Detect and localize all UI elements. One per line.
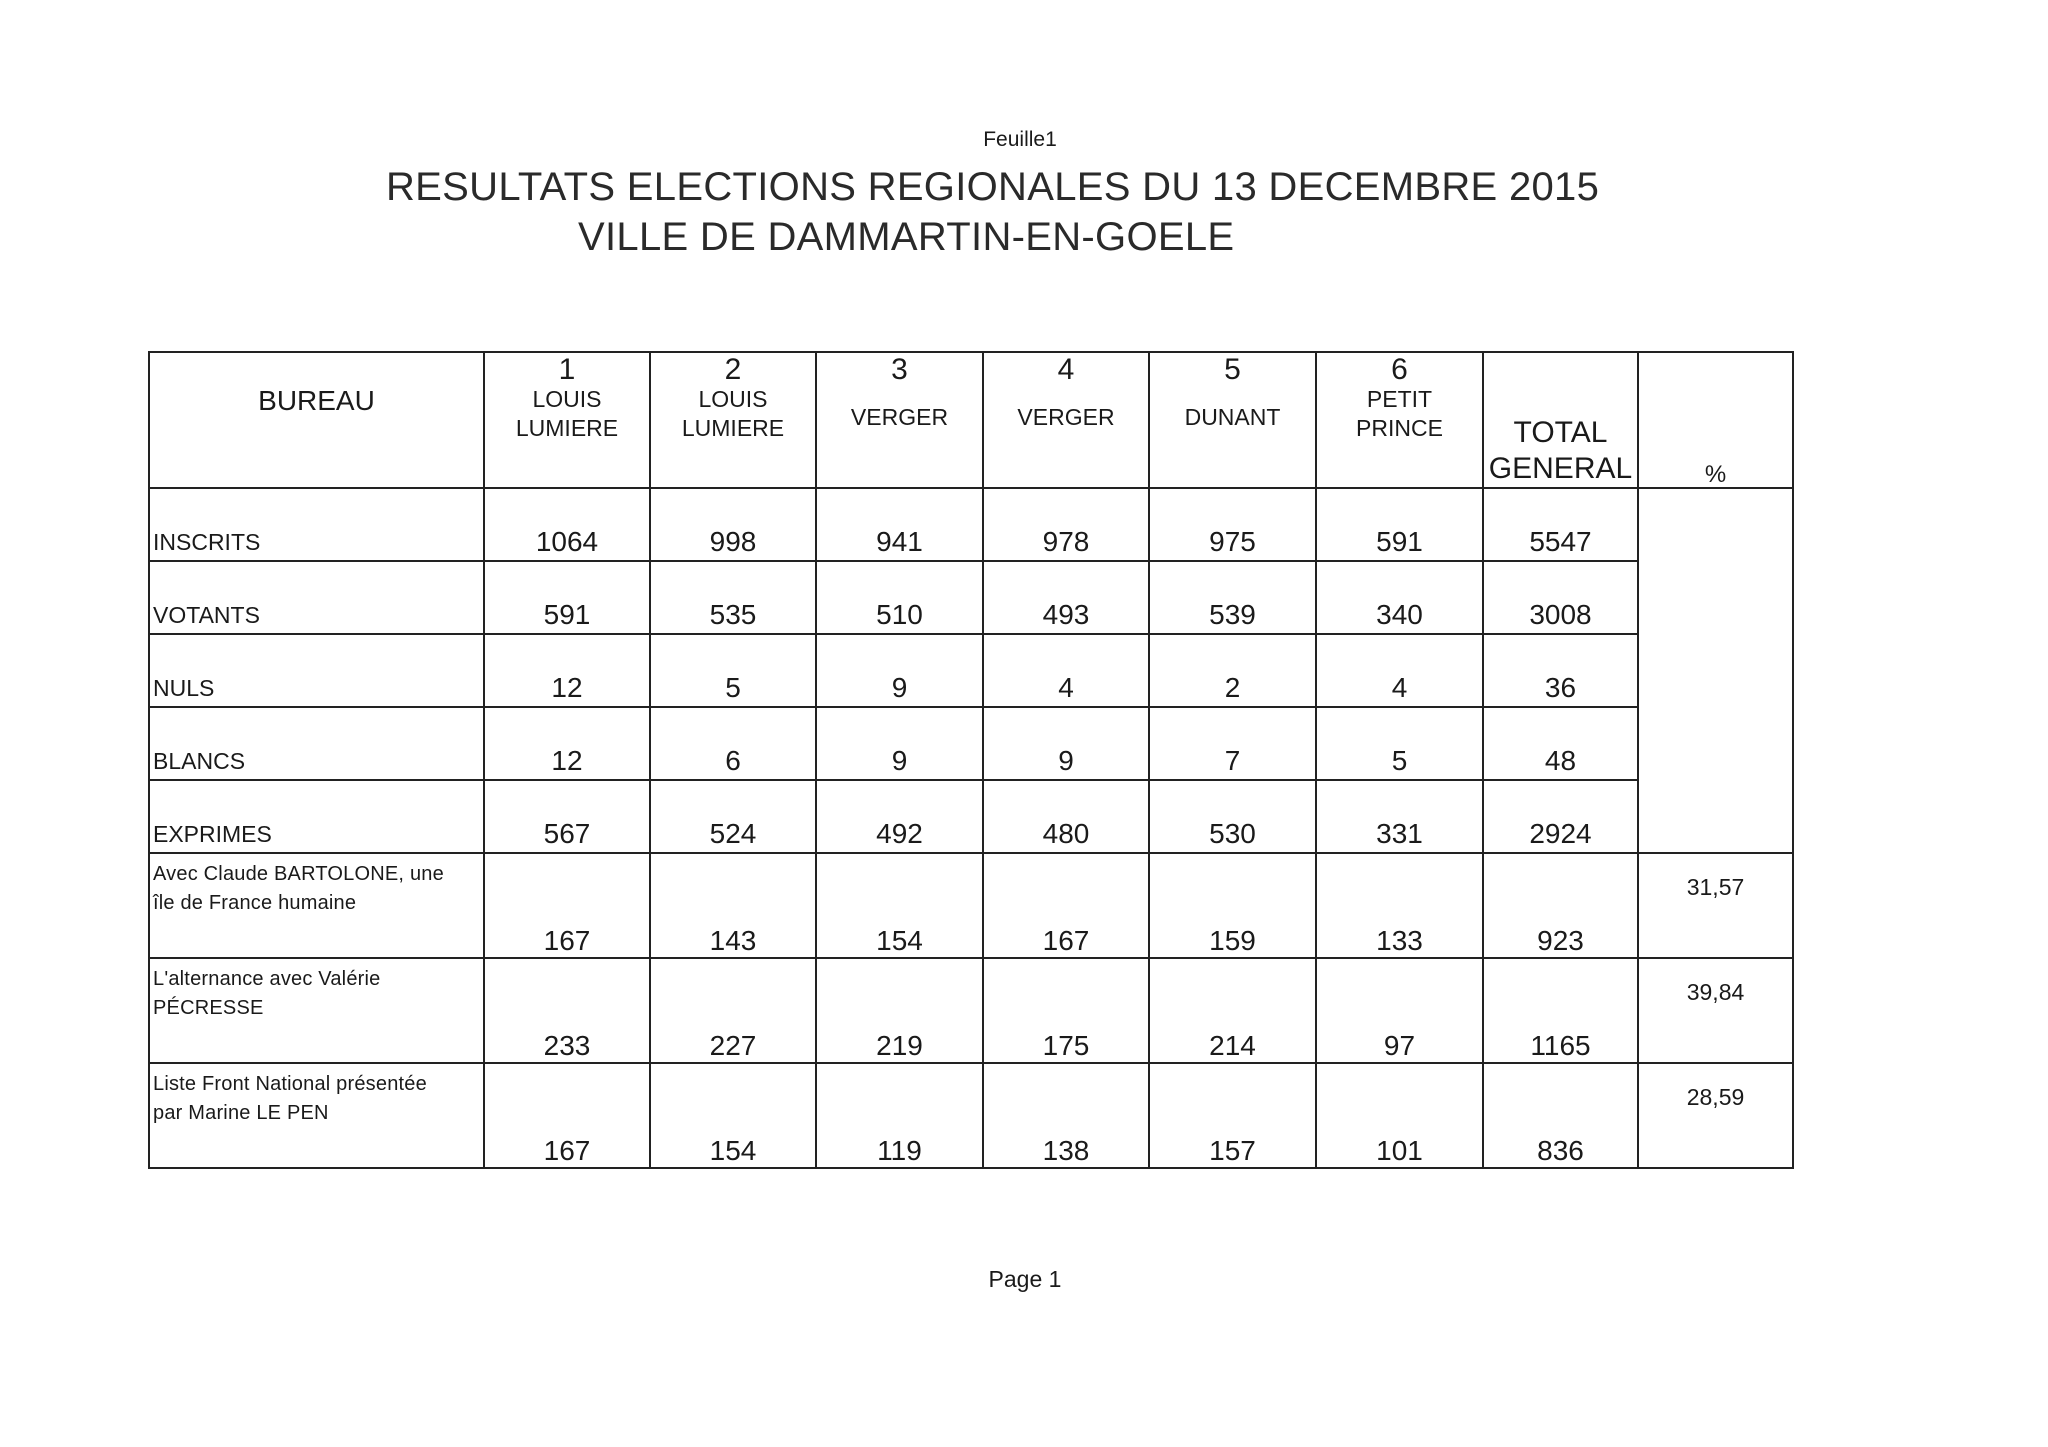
percent-cell: 28,59 bbox=[1638, 1063, 1793, 1168]
table-row-candidate-pecresse bbox=[149, 958, 1793, 1063]
table-cell: 998 bbox=[650, 488, 816, 561]
table-cell: 510 bbox=[816, 561, 983, 634]
table-row-inscrits bbox=[149, 488, 1793, 561]
table-cell: 9 bbox=[816, 707, 983, 780]
total-cell: 836 bbox=[1483, 1063, 1638, 1168]
candidate-label-line: L'alternance avec Valérie bbox=[153, 968, 381, 990]
table-cell: 7 bbox=[1149, 707, 1316, 780]
table-cell: 9 bbox=[816, 634, 983, 707]
table-row-exprimes bbox=[149, 780, 1793, 853]
table-cell: 133 bbox=[1316, 853, 1483, 958]
table-cell: 978 bbox=[983, 488, 1149, 561]
candidate-label-line: PÉCRESSE bbox=[153, 997, 264, 1019]
results-table bbox=[148, 351, 1794, 1169]
total-cell: 2924 bbox=[1483, 780, 1638, 853]
table-cell: 119 bbox=[816, 1063, 983, 1168]
table-cell: 340 bbox=[1316, 561, 1483, 634]
bureau-number: 2 bbox=[724, 353, 742, 386]
table-cell: 567 bbox=[484, 780, 650, 853]
percent-cell: 39,84 bbox=[1638, 958, 1793, 1063]
bureau-place: VERGER bbox=[1017, 404, 1115, 430]
table-cell: 524 bbox=[650, 780, 816, 853]
bureau-place: PETIT bbox=[1366, 386, 1433, 412]
page-number: Page 1 bbox=[988, 1266, 1062, 1292]
table-row-votants bbox=[149, 561, 1793, 634]
percent-cell: 31,57 bbox=[1638, 853, 1793, 958]
table-cell: 167 bbox=[484, 853, 650, 958]
table-cell: 101 bbox=[1316, 1063, 1483, 1168]
row-label: EXPRIMES bbox=[149, 780, 484, 853]
total-cell: 3008 bbox=[1483, 561, 1638, 634]
table-cell: 227 bbox=[650, 958, 816, 1063]
bureau-header: BUREAU bbox=[149, 352, 484, 488]
candidate-label bbox=[149, 1063, 484, 1168]
candidate-label-line: île de France humaine bbox=[153, 892, 357, 914]
table-cell: 175 bbox=[983, 958, 1149, 1063]
bureau-3-header bbox=[816, 352, 983, 488]
bureau-2-header bbox=[650, 352, 816, 488]
table-cell: 214 bbox=[1149, 958, 1316, 1063]
total-cell: 5547 bbox=[1483, 488, 1638, 561]
table-cell: 167 bbox=[983, 853, 1149, 958]
table-cell: 530 bbox=[1149, 780, 1316, 853]
candidate-label-line: Liste Front National présentée bbox=[153, 1073, 427, 1095]
table-cell: 591 bbox=[1316, 488, 1483, 561]
table-cell: 5 bbox=[1316, 707, 1483, 780]
table-cell: 9 bbox=[983, 707, 1149, 780]
table-row-blancs bbox=[149, 707, 1793, 780]
total-label: GENERAL bbox=[1488, 452, 1633, 485]
table-cell: 97 bbox=[1316, 958, 1483, 1063]
row-label: VOTANTS bbox=[149, 561, 484, 634]
bureau-place: LOUIS bbox=[532, 386, 602, 412]
total-cell: 923 bbox=[1483, 853, 1638, 958]
table-cell: 4 bbox=[983, 634, 1149, 707]
bureau-1-header bbox=[484, 352, 650, 488]
bureau-place: LOUIS bbox=[698, 386, 768, 412]
percent-header: % bbox=[1638, 352, 1793, 488]
row-label: BLANCS bbox=[149, 707, 484, 780]
table-cell: 12 bbox=[484, 707, 650, 780]
total-label: TOTAL bbox=[1513, 416, 1608, 449]
table-cell: 591 bbox=[484, 561, 650, 634]
table-cell: 6 bbox=[650, 707, 816, 780]
bureau-6-header bbox=[1316, 352, 1483, 488]
table-cell: 1064 bbox=[484, 488, 650, 561]
title-line-2: VILLE DE DAMMARTIN-EN-GOELE bbox=[578, 215, 1235, 259]
table-cell: 941 bbox=[816, 488, 983, 561]
candidate-label-line: Avec Claude BARTOLONE, une bbox=[153, 863, 444, 885]
bureau-number: 5 bbox=[1224, 353, 1241, 386]
table-cell: 4 bbox=[1316, 634, 1483, 707]
bureau-place: LUMIERE bbox=[515, 415, 619, 441]
candidate-label-line: par Marine LE PEN bbox=[153, 1102, 329, 1124]
bureau-number: 6 bbox=[1391, 353, 1408, 386]
table-cell: 159 bbox=[1149, 853, 1316, 958]
bureau-number: 4 bbox=[1057, 353, 1075, 386]
bureau-5-header bbox=[1149, 352, 1316, 488]
table-cell: 5 bbox=[650, 634, 816, 707]
percent-blank-cell bbox=[1638, 488, 1793, 853]
table-cell: 480 bbox=[983, 780, 1149, 853]
total-general-header bbox=[1483, 352, 1638, 488]
total-cell: 36 bbox=[1483, 634, 1638, 707]
bureau-place: LUMIERE bbox=[681, 415, 785, 441]
total-cell: 48 bbox=[1483, 707, 1638, 780]
bureau-number: 3 bbox=[891, 353, 908, 386]
bureau-4-header bbox=[983, 352, 1149, 488]
table-cell: 539 bbox=[1149, 561, 1316, 634]
table-cell: 219 bbox=[816, 958, 983, 1063]
header-row bbox=[149, 352, 1793, 488]
candidate-label bbox=[149, 853, 484, 958]
table-cell: 12 bbox=[484, 634, 650, 707]
table-cell: 331 bbox=[1316, 780, 1483, 853]
row-label: NULS bbox=[149, 634, 484, 707]
table-cell: 157 bbox=[1149, 1063, 1316, 1168]
candidate-label bbox=[149, 958, 484, 1063]
bureau-number: 1 bbox=[558, 353, 576, 386]
sheet-name: Feuille1 bbox=[983, 128, 1057, 151]
table-row-nuls bbox=[149, 634, 1793, 707]
table-cell: 167 bbox=[484, 1063, 650, 1168]
row-label: INSCRITS bbox=[149, 488, 484, 561]
table-cell: 493 bbox=[983, 561, 1149, 634]
title-line-1: RESULTATS ELECTIONS REGIONALES DU 13 DECEMBRE 2015 bbox=[386, 165, 1600, 209]
table-cell: 535 bbox=[650, 561, 816, 634]
total-cell: 1165 bbox=[1483, 958, 1638, 1063]
table-cell: 138 bbox=[983, 1063, 1149, 1168]
table-cell: 154 bbox=[650, 1063, 816, 1168]
table-cell: 975 bbox=[1149, 488, 1316, 561]
bureau-place: VERGER bbox=[850, 404, 949, 430]
table-cell: 154 bbox=[816, 853, 983, 958]
table-cell: 492 bbox=[816, 780, 983, 853]
bureau-place: PRINCE bbox=[1356, 415, 1443, 441]
table-cell: 2 bbox=[1149, 634, 1316, 707]
table-cell: 233 bbox=[484, 958, 650, 1063]
table-cell: 143 bbox=[650, 853, 816, 958]
table-row-candidate-le-pen bbox=[149, 1063, 1793, 1168]
bureau-place: DUNANT bbox=[1184, 404, 1281, 430]
table-row-candidate-bartolone bbox=[149, 853, 1793, 958]
